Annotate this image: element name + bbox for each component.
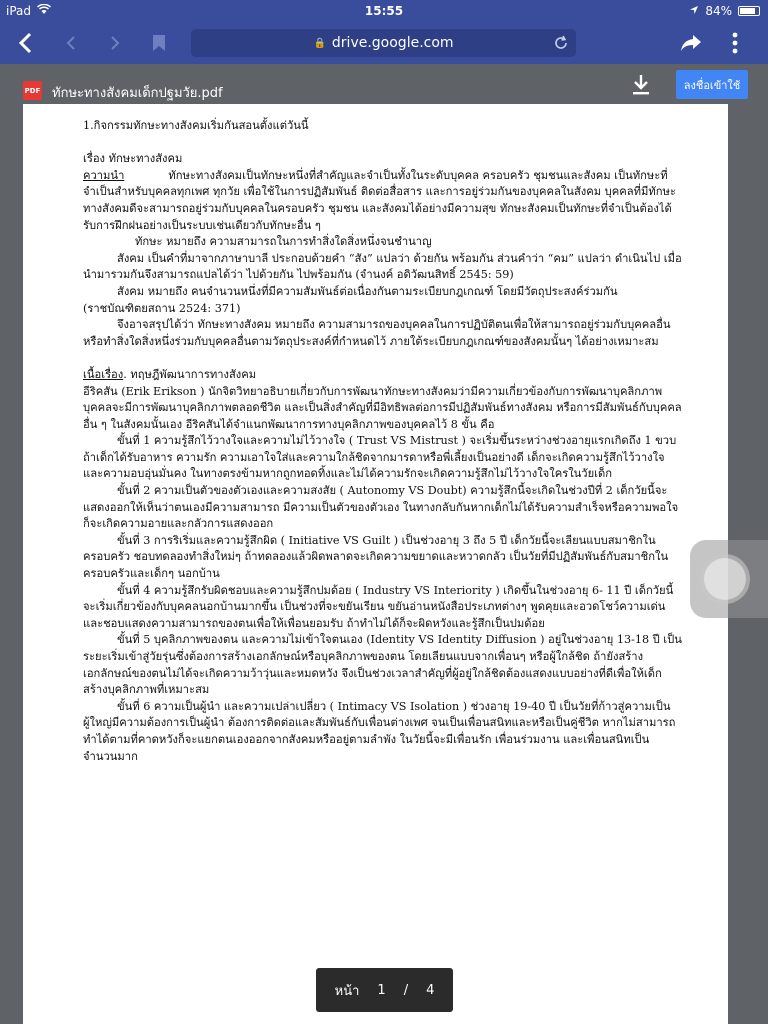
intro-paragraph	[83, 168, 683, 234]
page-indicator	[316, 968, 453, 1012]
stage-3: ขั้นที่ 3 การริเริ่มและความรู้สึกผิด ( Initiative VS Guilt ) เป็นช่วงอายุ 3 ถึง 5 ปี เด็กวัยนี้จะเลียนแบบสมาชิกในครอบครัว ชอบทดลองทำสิ่งใหม่ๆ ถ้าทดลองแล้วผิดพลาดจะเกิดความขยาดและหวาดกลัว เป็นวัยที่มีปฏิสัมพันธ์กับสมาชิกในครอบครัวและเด็กๆ นอกบ้าน	[83, 533, 669, 581]
def-social: สังคม เป็นคำที่มาจากภาษาบาลี ประกอบด้วยคำ “สัง” แปลว่า ด้วยกัน พร้อมกัน ส่วนคำว่า “คม” แปลว่า ดำเนินไป เมื่อนำมารวมกันจึงสามารถแปลได้ว่า ไปด้วยกัน ไปพร้อมกัน (จำนงค์ อดิวัฒนสิทธิ์ 2545: 59)	[83, 251, 682, 282]
reload-icon[interactable]	[553, 35, 569, 55]
erikson-paragraph: อีริคสัน (Erik Erikson ) นักจิตวิทยาอธิบายเกี่ยวกับการพัฒนาทักษะทางสังคมว่ามีความเกี่ยวข้องกับการพัฒนาบุคลิกภาพ บุคคลจะมีการพัฒนาบุคลิกภาพตลอดชีวิต และเป็นสิ่งสำคัญที่มีอิทธิพลต่อการมีปฏิสัมพันธ์ทางสังคม หรือการมีสัมพันธ์กับบุคคลอื่น ๆ ในสังคมนั้นเอง อีริคสันได้จำแนกพัฒนาการทางบุคลิกภาพของบุคคลไว้ 8 ขั้น คือ	[83, 384, 682, 431]
content-label: เนื้อเรื่อง	[83, 367, 124, 381]
intro-text: ทักษะทางสังคมเป็นทักษะหนึ่งที่สำคัญและจำเป็นทั้งในระดับบุคคล ครอบครัว ชุมชนและสังคม เป็นทักษะที่จำเป็นสำหรับบุคคลทุกเพศ ทุกวัย เพื่อใช้ในการปฏิสัมพันธ์ ติดต่อสื่อสาร และการอยู่ร่วมกันของบุคคลในสังคม บุคคลที่มีทักษะทางสังคมดีจะสามารถอยู่ร่วมกับบุคคลในครอบครัว ชุมชน และสังคมได้อย่างมีความสุข ทักษะสังคมเป็นทักษะที่จำเป็นต้องได้รับการฝึกฝนอย่างเป็นระบบเช่นเดียวกับทักษะอื่น ๆ	[83, 168, 676, 232]
stage-2: ขั้นที่ 2 ความเป็นตัวของตัวเองและความสงสัย ( Autonomy VS Doubt) ความรู้สึกนี้จะเกิดในช่วงปีที่ 2 เด็กวัยนี้จะแสดงออกให้เห็นว่าตนเองมีความสามารถ มีความเป็นตัวของตัวเอง ในทางกลับกันหากเด็กไม่ได้รับความสำเร็จหรือความพอใจก็จะเกิดความอายและกลัวการแสดงออก	[83, 484, 679, 531]
status-right	[689, 4, 760, 18]
battery-level	[740, 8, 755, 14]
lock-icon: 🔒	[313, 37, 326, 49]
more-icon[interactable]	[722, 30, 748, 56]
stage-4: ขั้นที่ 4 ความรู้สึกรับผิดชอบและความรู้สึกปมด้อย ( Industry VS Interiority ) เกิดขึ้นในช่วงอายุ 6- 11 ปี เด็กวัยนี้จะเริ่มเกี่ยวข้องกับบุคคลนอกบ้านมากขึ้น เป็นช่วงที่จะขยันเรียน ขยันอ่านหนังสือประเภทต่างๆ พูดคุยและอวดโชว์ความเด่น และชอบแสดงความสามารถของตนเพื่อให้เพื่อนยอมรับ ถ้าทำไม่ได้ก็จะผิดหวังและรู้สึกเป็นปมด้อย	[83, 583, 674, 630]
clock: 15:55	[364, 4, 404, 18]
location-icon	[689, 4, 699, 18]
pdf-icon: PDF	[23, 81, 42, 100]
page-total: 4	[426, 982, 435, 998]
back-icon[interactable]	[12, 30, 38, 56]
bookmark-icon[interactable]	[146, 30, 172, 56]
content-title: . ทฤษฎีพัฒนาการทางสังคม	[123, 367, 257, 381]
assistive-touch-icon	[704, 558, 746, 600]
url-text: drive.google.com	[331, 35, 454, 51]
battery-percent: 84%	[705, 4, 732, 18]
status-bar	[0, 0, 768, 22]
file-name: ทักษะทางสังคมเด็กปฐมวัย.pdf	[52, 86, 223, 101]
device-label: iPad	[6, 4, 32, 18]
doc-topic: เรื่อง ทักษะทางสังคม	[83, 152, 183, 166]
pdf-page	[23, 104, 728, 1024]
browser-toolbar	[0, 22, 768, 64]
page-current: 1	[377, 982, 386, 998]
def-skill: ทักษะ หมายถึง ความสามารถในการทำสิ่งใดสิ่งหนึ่งจนชำนาญ	[135, 235, 432, 249]
stage-5: ขั้นที่ 5 บุคลิกภาพของตน และความไม่เข้าใจตนเอง (Identity VS Identity Diffusion ) อยู่ในช่วงอายุ 13-18 ปี เป็นระยะเริ่มเข้าสู่วัยรุ่นซึ่งต้องการสร้างเอกลักษณ์หรือบุคลิกภาพของตน โดยเลียนแบบจากเพื่อนๆ หรือผู้ใกล้ชิด ถ้ายังสร้างเอกลักษณ์ของตนไม่ได้จะเกิดความว้าวุ่นและหมดหวัง จึงเป็นช่วงเวลาสำคัญที่ผู้อยู่ใกล้ชิดต้องแสดงแบบอย่างที่ดีเพื่อให้เด็กสร้างบุคลิกภาพที่เหมาะสม	[83, 633, 682, 697]
doc-heading: 1.กิจกรรมทักษะทางสังคมเริ่มกันสอนตั้งแต่วันนี้	[83, 119, 309, 132]
document-body	[83, 118, 683, 765]
page-label: หน้า	[334, 983, 360, 999]
conclusion: จึงอาจสรุปได้ว่า ทักษะทางสังคม หมายถึง ความสามารถของบุคคลในการปฏิบัติตนเพื่อให้สามารถอยู่ร่วมกับบุคคลอื่น หรือทำสิ่งใดสิ่งหนึ่งร่วมกับบุคคลอื่นตามวัตถุประสงค์ที่กำหนดไว้ ภายใต้ระเบียบกฎเกณฑ์ของสังคมนั้นๆ ได้อย่างเหมาะสม	[83, 318, 671, 348]
def-social-2: สังคม หมายถึง คนจำนวนหนึ่งที่มีความสัมพันธ์ต่อเนื่องกันตามระเบียบกฎเกณฑ์ โดยมีวัตถุประสงค์ร่วมกัน (ราชบัณฑิตยสถาน 2524: 371)	[83, 284, 618, 315]
share-icon[interactable]	[678, 30, 704, 56]
sign-in-button[interactable]: ลงชื่อเข้าใช้	[676, 70, 748, 99]
assistive-touch-button[interactable]	[690, 540, 768, 618]
forward-icon[interactable]	[102, 30, 128, 56]
stage-6: ขั้นที่ 6 ความเป็นผู้นำ และความเปล่าเปลี่ยว ( Intimacy VS Isolation ) ช่วงอายุ 19-40 ปี เป็นวัยที่ก้าวสู่ความเป็นผู้ใหญ่มีความต้องการเป็นผู้นำ ต้องการติดต่อและสัมพันธ์กับเพื่อนต่างเพศ จนเป็นเพื่อนสนิทและหรือเป็นคู่ชีวิต หากไม่สามารถทำได้ตามที่คาดหวังก็จะแยกตนเองออกจากสังคมหรืออยู่ตามลำพัง ในวัยนี้จะมีเพื่อนรัก เพื่อนร่วมงาน และเพื่อนสนิทเป็นจำนวนมาก	[83, 699, 676, 763]
intro-label: ความนำ	[83, 168, 125, 182]
address-bar[interactable]	[191, 29, 576, 57]
stage-1: ขั้นที่ 1 ความรู้สึกไว้วางใจและความไม่ไว้วางใจ ( Trust VS Mistrust ) จะเริ่มขึ้นระหว่างช่วงอายุแรกเกิดถึง 1 ขวบ ถ้าเด็กได้รับอาหาร ความรัก ความเอาใจใส่และความใกล้ชิดจากมารดาหรือพี่เลี้ยงเป็นอย่างดี เด็กจะเกิดความรู้สึกไว้วางใจและความอบอุ่นมั่นคง ในทางตรงข้ามหากถูกทอดทิ้งและไม่ได้ความรักจะเกิดความรู้สึกไม่ไว้วางใจใครในวัยเด็ก	[83, 434, 677, 481]
back-page-icon[interactable]	[58, 30, 84, 56]
battery-icon	[738, 6, 760, 16]
content-heading	[83, 367, 683, 384]
page-separator: /	[403, 982, 409, 998]
download-icon[interactable]	[631, 74, 651, 98]
